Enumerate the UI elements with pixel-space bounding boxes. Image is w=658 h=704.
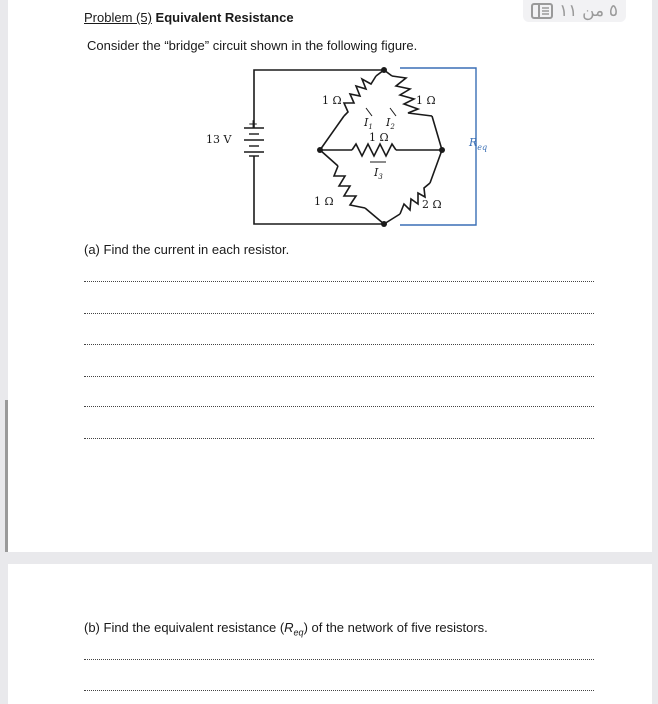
question-b-sub: eq: [293, 627, 304, 638]
resistor-top-right-label: 1 Ω: [416, 94, 436, 107]
answer-line: [84, 659, 594, 660]
problem-heading: Equivalent Resistance: [155, 10, 294, 25]
current-i1-label: $I_1$: [364, 116, 373, 131]
resistor-bottom-left-label: 1 Ω: [314, 195, 334, 208]
answer-line: [84, 313, 594, 314]
resistor-top-left-label: 1 Ω: [322, 94, 342, 107]
answer-line: [84, 406, 594, 407]
current-i3-label: $I_3$: [374, 166, 383, 181]
page-number-text: ٥ من ١١: [559, 1, 618, 20]
question-b-suffix: ) of the network of five resistors.: [303, 620, 488, 635]
answer-line: [84, 281, 594, 282]
problem-intro: Consider the “bridge” circuit shown in the following figure.: [87, 38, 418, 53]
question-b: [84, 620, 488, 638]
answer-line: [84, 690, 594, 691]
question-a: (a) Find the current in each resistor.: [84, 242, 290, 257]
resistor-middle-label: 1 Ω: [369, 131, 389, 144]
battery-plus-sign: +: [248, 117, 259, 131]
resistor-bottom-right-label: 2 Ω: [422, 198, 442, 211]
answer-line: [84, 344, 594, 345]
problem-label: Problem (5): [84, 10, 152, 25]
answer-line: [84, 438, 594, 439]
question-b-prefix: (b) Find the equivalent resistance (: [84, 620, 285, 635]
battery-voltage-label: 13 V: [206, 133, 232, 146]
bridge-circuit-figure: [0, 0, 658, 240]
page-edge-shadow: [5, 400, 8, 552]
question-b-r: R: [284, 620, 294, 635]
req-label: $R_{eq}$: [469, 136, 488, 152]
answer-line: [84, 376, 594, 377]
current-i2-label: $I_2$: [386, 116, 395, 131]
